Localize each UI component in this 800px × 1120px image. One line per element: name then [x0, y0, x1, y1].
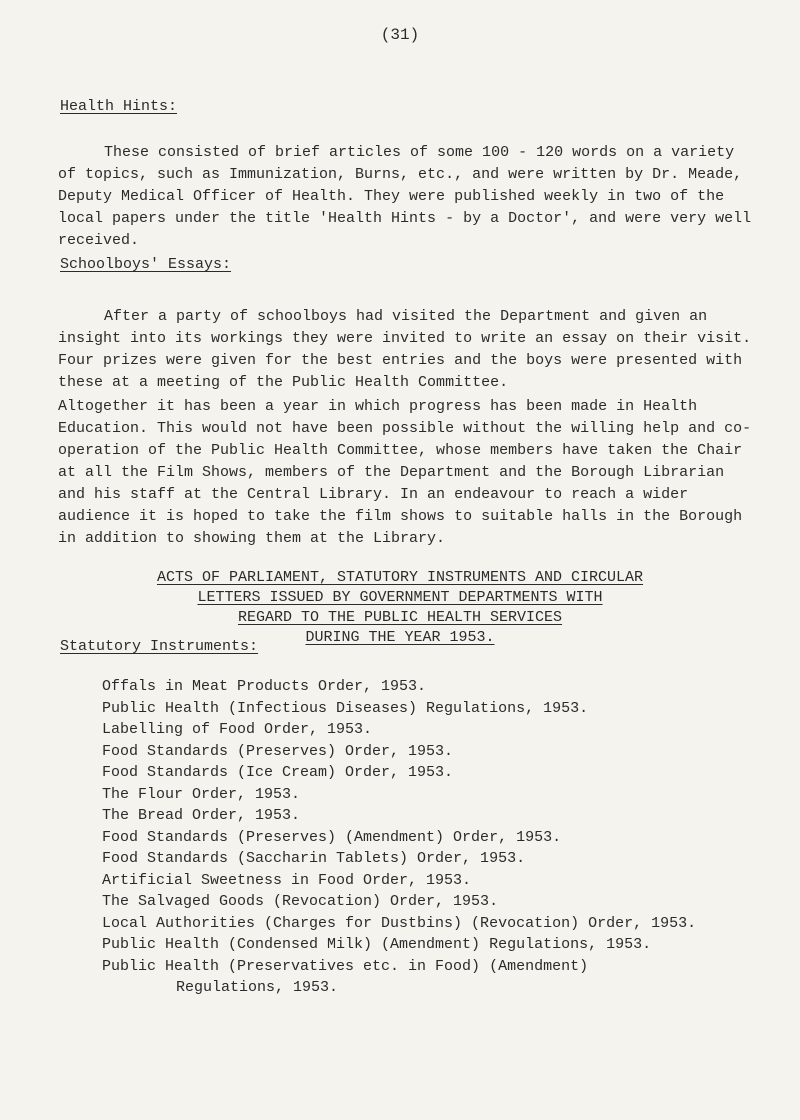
- acts-title-line-1: ACTS OF PARLIAMENT, STATUTORY INSTRUMENTS AND CIRCULAR: [156, 569, 644, 586]
- list-item-multiline: [102, 956, 696, 999]
- list-item: Artificial Sweetness in Food Order, 1953.: [102, 871, 472, 889]
- schoolboys-essays-paragraph: After a party of schoolboys had visited the Department and given an insight into its workings they were invited to write an essay on their visit. Four prizes were given for the best entries and the boys were presented with these at a meeting of the Public Health Committee.: [58, 308, 752, 391]
- list-item: Public Health (Condensed Milk) (Amendment) Regulations, 1953.: [102, 936, 652, 953]
- list-item: Food Standards (Ice Cream) Order, 1953.: [102, 764, 454, 781]
- summary-paragraph: Altogether it has been a year in which progress has been made in Health Education. This would not have been possible without the willing help and co-operation of the Public Health Committee, whose members have taken the Chair at all the Film Shows, members of the Department and the Borough Librarian and his staff at the Central Library. In an endeavour to reach a wider audience it is hoped to take the film shows to suitable halls in the Borough in addition to showing them at the Library.: [58, 398, 752, 547]
- acts-title-line-2: LETTERS ISSUED BY GOVERNMENT DEPARTMENTS WITH: [197, 589, 603, 606]
- list-item-continuation: Regulations, 1953.: [176, 979, 339, 996]
- health-hints-heading: Health Hints:: [60, 98, 178, 115]
- list-item-text: Public Health (Preservatives etc. in Food) (Amendment): [102, 957, 589, 975]
- list-item: Offals in Meat Products Order, 1953.: [102, 678, 427, 695]
- list-item: Local Authorities (Charges for Dustbins) (Revocation) Order, 1953.: [102, 914, 697, 932]
- list-item: The Flour Order, 1953.: [102, 785, 301, 803]
- page-number: (31): [380, 26, 420, 44]
- list-item: Public Health (Infectious Diseases) Regulations, 1953.: [102, 699, 589, 717]
- list-item: Food Standards (Saccharin Tablets) Order, 1953.: [102, 850, 526, 867]
- list-item: Food Standards (Preserves) (Amendment) Order, 1953.: [102, 828, 562, 846]
- health-hints-paragraph: These consisted of brief articles of some 100 - 120 words on a variety of topics, such as Immunization, Burns, etc., and were written by Dr. Meade, Deputy Medical Officer of Health. They were published weekly in two of the local papers under the title 'Health Hints - by a Doctor', and were very well received.: [58, 144, 752, 249]
- schoolboys-essays-heading: Schoolboys' Essays:: [60, 256, 232, 273]
- acts-title-line-4: DURING THE YEAR 1953.: [305, 629, 495, 646]
- acts-title-line-3: REGARD TO THE PUBLIC HEALTH SERVICES: [237, 609, 563, 626]
- list-item: The Bread Order, 1953.: [102, 807, 301, 824]
- list-item: The Salvaged Goods (Revocation) Order, 1953.: [102, 893, 499, 910]
- list-item: Labelling of Food Order, 1953.: [102, 721, 373, 738]
- statutory-instruments-heading: Statutory Instruments:: [60, 638, 259, 655]
- list-item: Food Standards (Preserves) Order, 1953.: [102, 742, 454, 760]
- statutory-instruments-list: [102, 676, 696, 999]
